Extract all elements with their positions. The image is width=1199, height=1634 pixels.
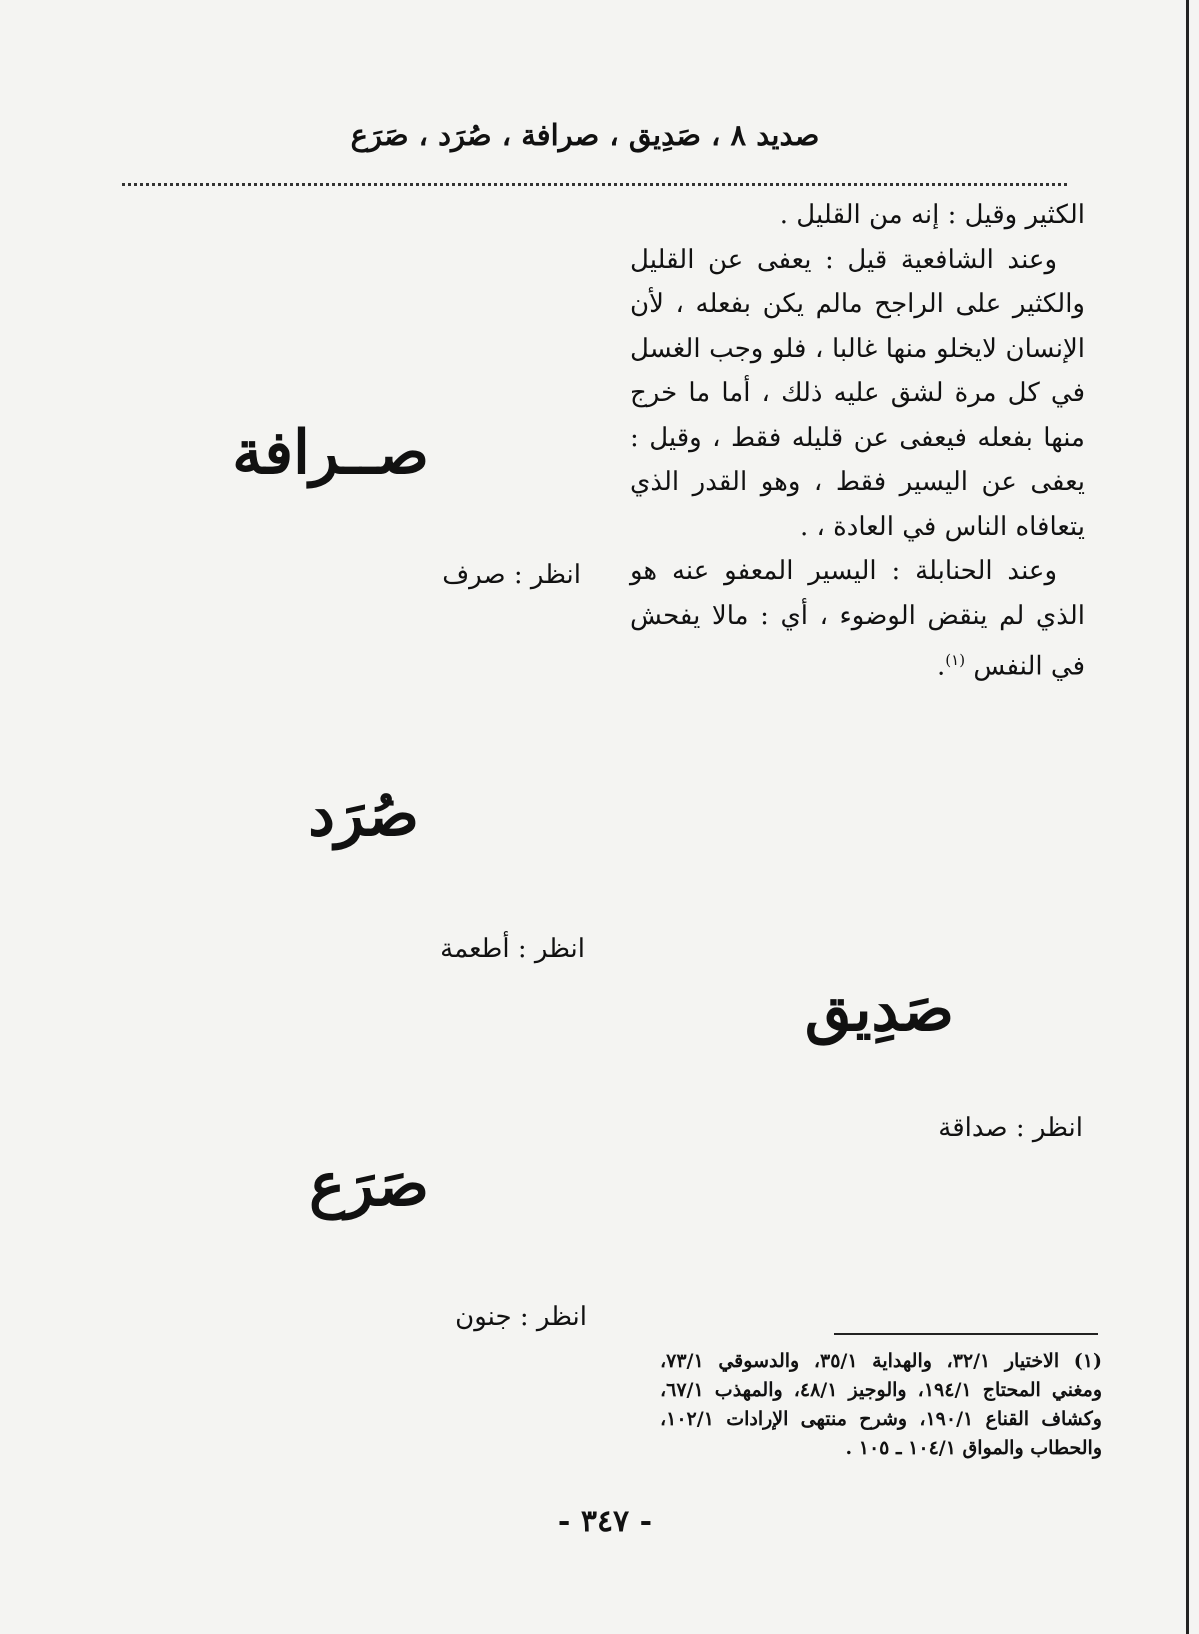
header-dotted-rule <box>122 183 1067 186</box>
page-edge-line <box>1186 0 1189 1634</box>
paragraph-hanbali-text: وعند الحنابلة : اليسير المعفو عنه هو الذي لم ينقض الوضوء ، أي : مالا يفحش في النفس <box>630 556 1085 682</box>
footnote-text: (١) الاختيار ٣٢/١، والهداية ٣٥/١، والدسوقي ٧٣/١، ومغني المحتاج ١٩٤/١، والوجيز ٤٨/١، والمهذب ٦٧/١، وكشاف القناع ١٩٠/١، وشرح منتهى الإرادات ١٠٢/١، والحطاب والمواق ١٠٤/١ ـ ١٠٥ . <box>660 1350 1103 1459</box>
paragraph-hanbali-end: . <box>937 651 946 682</box>
footnote-separator <box>834 1333 1098 1335</box>
paragraph-hanbali <box>630 549 1085 689</box>
entry-title-sarafa: صــرافة <box>232 418 429 488</box>
see-reference-surad: انظر : أطعمة <box>440 934 585 964</box>
page-number: - ٣٤٧ - <box>557 1504 653 1539</box>
footnote <box>660 1347 1102 1463</box>
paragraph-shafii: وعند الشافعية قيل : يعفى عن القليل والكثير على الراجح مالم يكن بفعله ، لأن الإنسان لايخلو منها غالبا ، فلو وجب الغسل في كل مرة لشق عليه ذلك ، أما ما خرج منها بفعله فيعفى عن قليله فقط ، وقيل : يعفى عن اليسير فقط ، وهو القدر الذي يتعافاه الناس في العادة ، . <box>630 244 1085 542</box>
see-reference-sara: انظر : جنون <box>455 1302 587 1332</box>
footnote-ref: (١) <box>945 651 966 669</box>
entry-title-sadiq: صَدِيق <box>804 975 954 1045</box>
see-reference-sadiq: انظر : صداقة <box>938 1113 1083 1143</box>
see-reference-sarafa: انظر : صرف <box>442 560 581 590</box>
paragraph-1: الكثير وقيل : إنه من القليل . <box>779 200 1085 230</box>
entry-title-sara: صَرَع <box>309 1150 429 1220</box>
main-text-column <box>630 193 1085 689</box>
running-header: صديد ٨ ، صَدِيق ، صرافة ، صُرَد ، صَرَع <box>350 118 820 152</box>
entry-title-surad: صُرَد <box>308 780 419 850</box>
